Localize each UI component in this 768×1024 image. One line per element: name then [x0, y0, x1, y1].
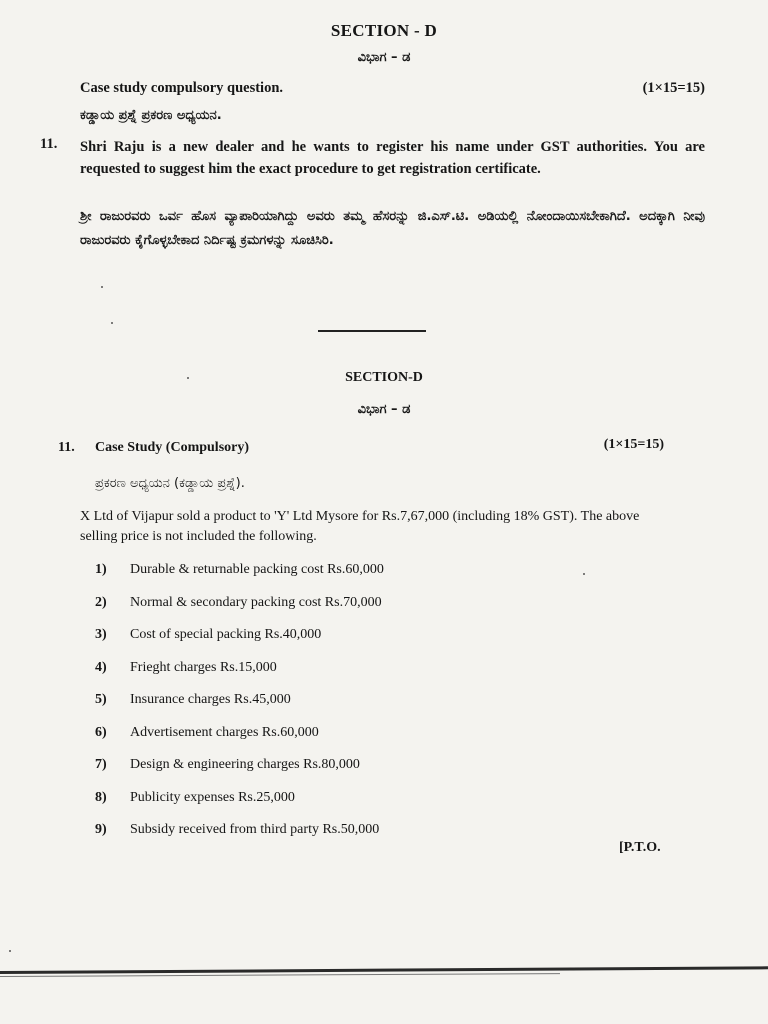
list-item-number: 9): [95, 822, 107, 837]
case-study-label: Case study compulsory question.: [80, 80, 284, 96]
scan-speck: [101, 286, 103, 288]
marks-label: (1×15=15): [603, 437, 664, 452]
scan-speck: [583, 573, 585, 575]
list-item-number: 3): [95, 627, 107, 642]
scan-speck: [187, 377, 189, 379]
list-item: Normal & secondary packing cost Rs.70,000: [130, 595, 382, 610]
question-number: 11.: [58, 440, 75, 455]
section-divider: [318, 330, 426, 332]
case-intro-text: X Ltd of Vijapur sold a product to 'Y' Ltd Mysore for Rs.7,67,000 (including 18% GST). The above selling price is not included the following.: [80, 509, 640, 544]
list-item-number: 4): [95, 660, 107, 675]
case-study-label-kannada: ಪ್ರಕರಣ ಅಧ್ಯಯನ (ಕಡ್ಡಾಯ ಪ್ರಶ್ನೆ).: [95, 476, 245, 491]
page-turn-note: [P.T.O.: [619, 840, 661, 855]
section-title-kannada: ವಿಭಾಗ – ಡ: [357, 402, 411, 417]
list-item-number: 6): [95, 725, 107, 740]
list-item: Subsidy received from third party Rs.50,000: [130, 822, 380, 837]
list-item-number: 8): [95, 790, 107, 805]
section-title-kannada: ವಿಭಾಗ – ಡ: [357, 50, 411, 65]
case-study-label: Case Study (Compulsory): [95, 440, 250, 455]
question-number: 11.: [40, 136, 58, 152]
case-study-label-kannada: ಕಡ್ಡಾಯ ಪ್ರಶ್ನೆ ಪ್ರಕರಣ ಅಧ್ಯಯನ.: [80, 108, 222, 123]
list-item: Advertisement charges Rs.60,000: [130, 725, 319, 740]
list-item-number: 2): [95, 595, 107, 610]
list-item-number: 7): [95, 757, 107, 772]
list-item: Insurance charges Rs.45,000: [130, 692, 291, 707]
page-bottom-rule-shadow: [0, 973, 560, 977]
scan-speck: [111, 322, 113, 324]
list-item: Design & engineering charges Rs.80,000: [130, 757, 360, 772]
question-text-kannada: ಶ್ರೀ ರಾಜುರವರು ಒರ್ವ ಹೊಸ ವ್ಯಾಪಾರಿಯಾಗಿದ್ದು ಅವರು ತಮ್ಮ ಹೆಸರನ್ನು ಜಿ.ಎಸ್.ಟಿ. ಅಡಿಯಲ್ಲಿ ನೋಂದಾಯಿಸಬೇಕಾಗಿದೆ. ಅದಕ್ಕಾಗಿ ನೀವು ರಾಜುರವರು ಕೈಗೊಳ್ಳಬೇಕಾದ ನಿರ್ದಿಷ್ಟ ಕ್ರಮಗಳನ್ನು ಸೂಚಿಸಿರಿ.: [80, 209, 705, 248]
list-item: Cost of special packing Rs.40,000: [130, 627, 322, 642]
scan-speck: [9, 950, 11, 952]
marks-label: (1×15=15): [642, 80, 705, 96]
section-title: SECTION-D: [345, 370, 423, 385]
page-bottom-rule: [0, 966, 768, 974]
list-item: Publicity expenses Rs.25,000: [130, 790, 295, 805]
list-item: Frieght charges Rs.15,000: [130, 660, 277, 675]
section-title: SECTION - D: [330, 21, 438, 40]
list-item-number: 1): [95, 562, 107, 577]
question-text: Shri Raju is a new dealer and he wants to register his name under GST authorities. You are requested to suggest him the exact procedure to get registration certificate.: [80, 139, 705, 177]
list-item: Durable & returnable packing cost Rs.60,000: [130, 562, 384, 577]
list-item-number: 5): [95, 692, 107, 707]
